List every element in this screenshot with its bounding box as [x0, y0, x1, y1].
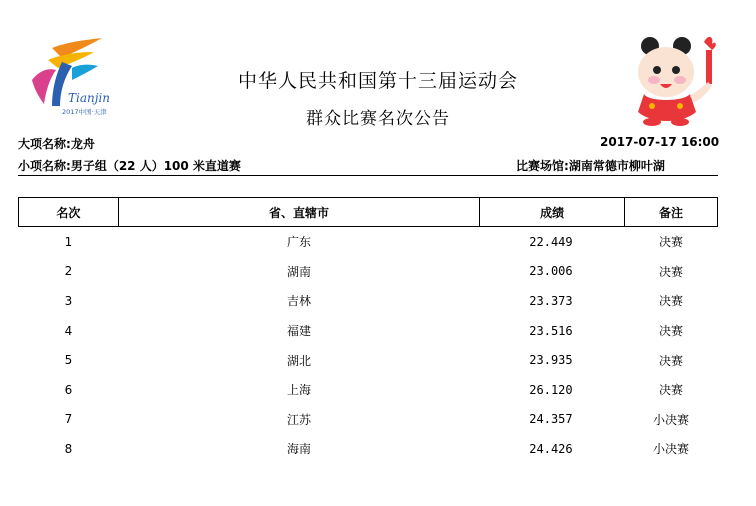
- province-cell: 福建: [287, 324, 312, 339]
- result-cell: 26.120: [529, 382, 573, 397]
- note-cell: 决赛: [659, 294, 684, 309]
- rank-cell: 3: [64, 293, 73, 308]
- column-header-result: 成绩: [480, 198, 625, 227]
- note-cell: 决赛: [659, 264, 684, 279]
- event-label: 大项名称:: [18, 137, 71, 151]
- rank-cell: 1: [64, 234, 73, 249]
- venue-label: 比赛场馆:: [516, 159, 569, 173]
- rank-cell: 7: [64, 412, 73, 427]
- result-cell: 22.449: [529, 234, 573, 249]
- note-cell: 决赛: [659, 383, 684, 398]
- event-datetime: 2017-07-17 16:00: [600, 135, 720, 149]
- rank-cell: 8: [64, 441, 73, 456]
- note-cell: 决赛: [659, 353, 684, 368]
- table-row: [19, 286, 718, 316]
- province-cell: 江苏: [287, 412, 312, 427]
- sub-event-value: 男子组（22 人）100 米直道赛: [70, 159, 241, 173]
- column-header-province: 省、直辖市: [118, 198, 479, 227]
- province-cell: 湖北: [287, 353, 312, 368]
- rank-cell: 2: [64, 264, 73, 279]
- table-row: [19, 375, 718, 405]
- province-cell: 吉林: [287, 294, 312, 309]
- divider: [18, 175, 718, 176]
- table-row: [19, 227, 718, 257]
- note-cell: 决赛: [659, 324, 684, 339]
- rank-cell: 6: [64, 382, 73, 397]
- result-cell: 23.373: [529, 293, 573, 308]
- mascot-icon: [622, 32, 726, 128]
- result-cell: 24.357: [529, 412, 573, 427]
- rank-cell: 5: [64, 353, 73, 368]
- result-cell: 23.006: [529, 264, 573, 279]
- province-cell: 广东: [287, 235, 312, 250]
- table-row: [19, 316, 718, 346]
- page-title: 中华人民共和国第十三届运动会: [237, 70, 518, 92]
- sub-event-label: 小项名称:: [18, 159, 71, 173]
- table-row: [19, 434, 718, 464]
- logo-text: Tianjin: [68, 91, 111, 105]
- note-cell: 决赛: [659, 235, 684, 250]
- column-header-rank: 名次: [19, 198, 119, 227]
- column-header-note: 备注: [625, 198, 718, 227]
- province-cell: 上海: [287, 383, 312, 398]
- sub-event-name: [18, 157, 241, 174]
- venue: [516, 157, 665, 174]
- result-cell: 24.426: [529, 441, 573, 456]
- event-value: 龙舟: [70, 137, 95, 151]
- note-cell: 小决赛: [653, 412, 690, 427]
- table-row: [19, 257, 718, 287]
- venue-value: 湖南常德市柳叶湖: [568, 159, 665, 173]
- logo-subtext: 2017中国·天津: [62, 108, 107, 116]
- province-cell: 湖南: [287, 264, 312, 279]
- table-row: [19, 345, 718, 375]
- note-cell: 小决赛: [653, 442, 690, 457]
- result-cell: 23.516: [529, 323, 573, 338]
- table-row: [19, 405, 718, 435]
- table-header-row: [19, 198, 718, 227]
- result-cell: 23.935: [529, 353, 573, 368]
- page-subtitle: 群众比赛名次公告: [306, 109, 450, 129]
- results-table: [18, 197, 718, 464]
- event-name: [18, 135, 95, 152]
- province-cell: 海南: [287, 442, 312, 457]
- rank-cell: 4: [64, 323, 73, 338]
